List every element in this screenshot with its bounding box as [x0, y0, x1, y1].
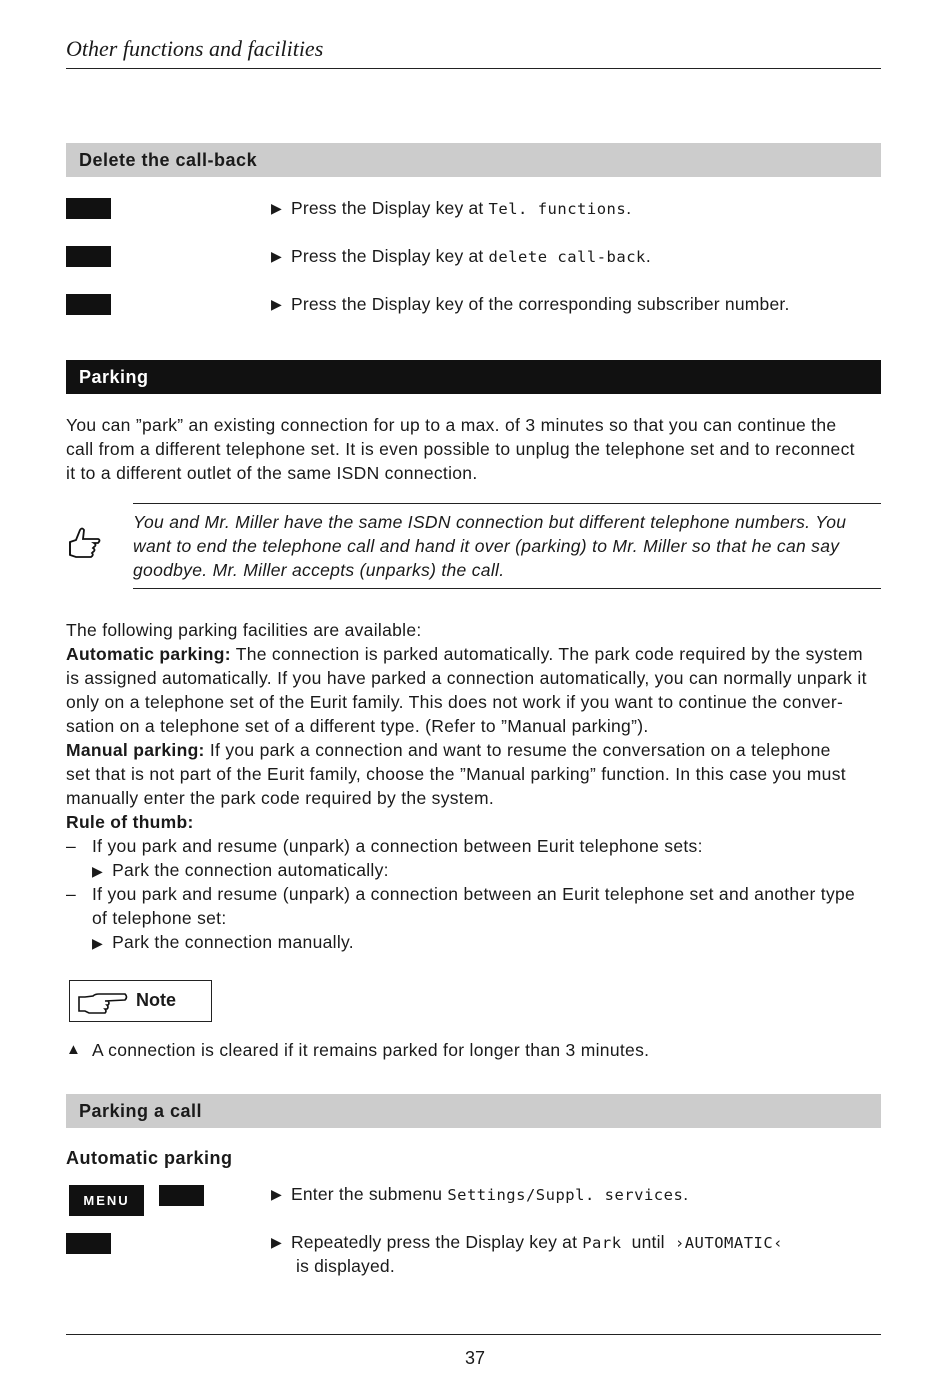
rule-item-text-cont: of telephone set: — [92, 908, 227, 928]
example-line: want to end the telephone call and hand it over (parking) to Mr. Miller so that he can say — [133, 536, 840, 556]
step-parking-2 — [271, 1232, 783, 1253]
auto-line: sation on a telephone set of a different type. (Refer to ”Manual parking”). — [66, 716, 649, 736]
example-line: goodbye. Mr. Miller accepts (unparks) the call. — [133, 560, 505, 580]
step-text: Press the Display key at — [290, 198, 489, 218]
rule-item-action — [92, 930, 354, 955]
example-line: You and Mr. Miller have the same ISDN connection but different telephone numbers. You — [133, 512, 847, 532]
intro-line: it to a different outlet of the same ISDN connection. — [66, 463, 478, 483]
step-text: Repeatedly press the Display key at — [290, 1232, 583, 1252]
step-text: Enter the submenu — [290, 1184, 448, 1204]
action-text: Park the connection manually. — [112, 932, 354, 952]
page-number: 37 — [464, 1348, 486, 1368]
section-heading-parking: Parking — [66, 360, 881, 394]
subheading-automatic-parking: Automatic parking — [66, 1148, 233, 1168]
step-parking-2-cont: is displayed. — [296, 1256, 395, 1276]
step-delete-3 — [271, 294, 790, 315]
intro-line: You can ”park” an existing connection for up to a max. of 3 minutes so that you can continue the — [66, 415, 837, 435]
auto-line: is assigned automatically. If you have parked a connection automatically, you can normally unpark it — [66, 668, 867, 688]
arrow-icon: ▶ — [271, 248, 282, 264]
display-text: delete call-back — [488, 248, 646, 266]
arrow-icon: ▶ — [92, 935, 104, 951]
display-key-icon — [66, 198, 111, 219]
rule-item-text: If you park and resume (unpark) a connection between Eurit telephone sets: — [92, 836, 703, 856]
menu-key-icon: MENU — [69, 1185, 144, 1216]
auto-line: The connection is parked automatically. The park code required by the system — [230, 644, 863, 664]
example-text — [133, 510, 878, 582]
step-delete-1 — [271, 198, 631, 219]
rule-dash: – — [66, 836, 77, 856]
display-key-icon — [66, 1233, 111, 1254]
page-header-title: Other functions and facilities — [66, 36, 324, 61]
step-delete-2 — [271, 246, 651, 267]
arrow-icon: ▶ — [271, 200, 282, 216]
auto-line: only on a telephone set of the Eurit family. This does not work if you want to continue the conver- — [66, 692, 844, 712]
manual-line: manually enter the park code required by the system. — [66, 788, 495, 808]
step-suffix: . — [645, 246, 651, 266]
action-text: Park the connection automatically: — [112, 860, 389, 880]
note-text: A connection is cleared if it remains parked for longer than 3 minutes. — [92, 1040, 650, 1060]
parking-intro — [66, 413, 881, 485]
footer-rule — [66, 1334, 881, 1335]
arrow-icon: ▶ — [271, 296, 282, 312]
step-middle: until — [621, 1232, 675, 1252]
arrow-icon: ▶ — [92, 863, 104, 879]
display-text: Park — [582, 1234, 622, 1252]
warning-icon: ▲ — [66, 1041, 82, 1058]
auto-parking-paragraph — [66, 642, 881, 666]
note-label: Note — [136, 990, 176, 1010]
manual-parking-label: Manual parking: — [66, 740, 205, 760]
display-key-icon — [66, 294, 111, 315]
parking-facilities — [66, 618, 881, 834]
arrow-icon: ▶ — [271, 1234, 282, 1250]
rule-item-text: If you park and resume (unpark) a connection between an Eurit telephone set and another type — [92, 884, 856, 904]
rule-item-action — [92, 858, 389, 883]
display-key-icon — [66, 246, 111, 267]
auto-parking-label: Automatic parking: — [66, 644, 231, 664]
section-heading-parking-call: Parking a call — [66, 1094, 881, 1128]
manual-line: If you park a connection and want to resume the conversation on a telephone — [204, 740, 831, 760]
step-suffix: . — [683, 1184, 689, 1204]
manual-parking-paragraph — [66, 738, 881, 762]
intro-line: call from a different telephone set. It is even possible to unplug the telephone set and to reconnect — [66, 439, 855, 459]
step-text: Press the Display key at — [290, 246, 489, 266]
manual-line: set that is not part of the Eurit family, choose the ”Manual parking” function. In this case you must — [66, 764, 846, 784]
pointing-finger-icon — [75, 987, 129, 1022]
pointing-hand-icon — [66, 524, 106, 569]
section-heading-delete-callback: Delete the call-back — [66, 143, 881, 177]
step-text: Press the Display key of the corresponding subscriber number. — [290, 294, 790, 314]
display-text: Tel. functions — [488, 200, 627, 218]
header-rule — [66, 68, 881, 69]
rule-of-thumb-label: Rule of thumb: — [66, 812, 194, 832]
rule-dash: – — [66, 884, 77, 904]
arrow-icon: ▶ — [271, 1186, 282, 1202]
display-key-icon — [159, 1185, 204, 1206]
display-text: Settings/Suppl. services — [447, 1186, 684, 1204]
display-text: ›AUTOMATIC‹ — [674, 1234, 784, 1252]
facilities-intro: The following parking facilities are available: — [66, 620, 422, 640]
step-suffix: . — [626, 198, 632, 218]
step-parking-1 — [271, 1184, 688, 1205]
